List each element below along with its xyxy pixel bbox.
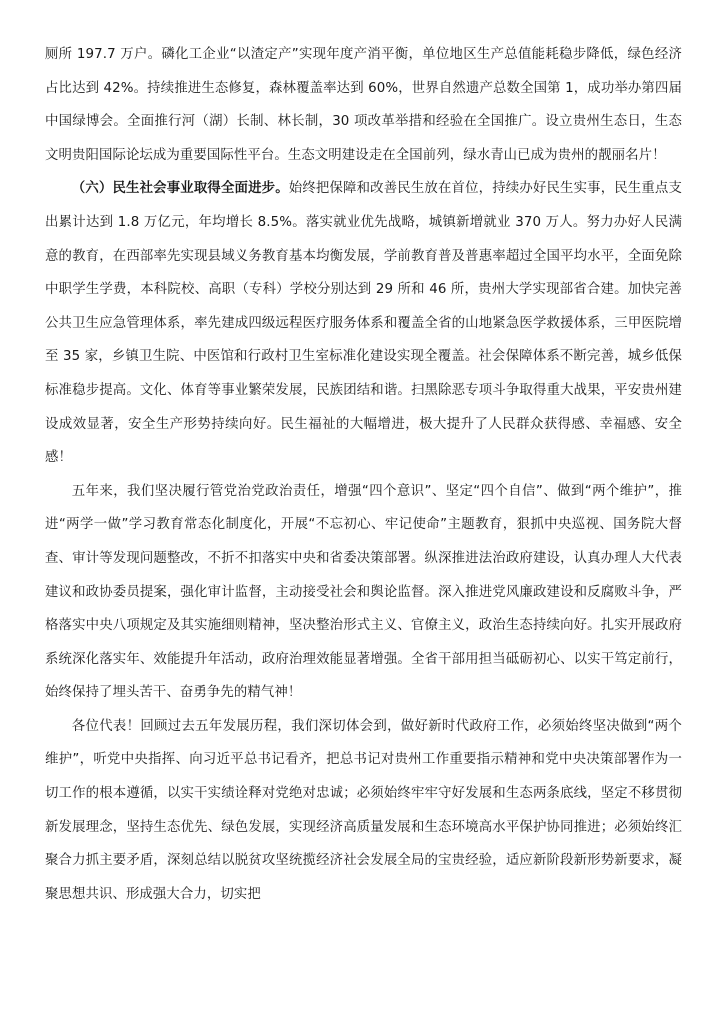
paragraph-text: 厕所 197.7 万户。磷化工企业“以渣定产”实现年度产消平衡，单位地区生产总值能耗稳步降低，绿色经济占比达到 42%。持续推进生态修复，森林覆盖率达到 60%，世界自然遗产总数全国第 1，成功举办第四届中国绿博会。全面推行河（湖）长制、林长制，30 项改革举措和经验在全国推广。设立贵州生态日，生态文明贵阳国际论坛成为重要国际性平台。生态文明建设走在全国前列，绿水青山已成为贵州的靓丽名片！: [45, 47, 682, 163]
paragraph-text: 各位代表！回顾过去五年发展历程，我们深切体会到，做好新时代政府工作，必须始终坚决做到“两个维护”，听党中央指挥、向习近平总书记看齐，把总书记对贵州工作重要指示精神和党中央决策部署作为一切工作的根本遵循，以实干实绩诠释对党绝对忠诚；必须始终牢牢守好发展和生态两条底线，坚定不移贯彻新发展理念，坚持生态优先、绿色发展，实现经济高质量发展和生态环境高水平保护协同推进；必须始终汇聚合力抓主要矛盾，深刻总结以脱贫攻坚统揽经济社会发展全局的宝贵经验，适应新阶段新形势新要求，凝聚思想共识、形成强大合力，切实把: [45, 718, 682, 902]
section-heading: （六）民生社会事业取得全面进步。: [71, 181, 289, 197]
paragraph-text: 始终把保障和改善民生放在首位，持续办好民生实事，民生重点支出累计达到 1.8 万亿元，年均增长 8.5%。落实就业优先战略，城镇新增就业 370 万人。努力办好人民满意的教育，在西部率先实现县域义务教育基本均衡发展，学前教育普及普惠率超过全国平均水平，全面免除中职学生学费，本科院校、高职（专科）学校分别达到 29 所和 46 所，贵州大学实现部省合建。加快完善公共卫生应急管理体系，率先建成四级远程医疗服务体系和覆盖全省的山地紧急医学救援体系，三甲医院增至 35 家，乡镇卫生院、中医馆和行政村卫生室标准化建设实现全覆盖。社会保障体系不断完善，城乡低保标准稳步提高。文化、体育等事业繁荣发展，民族团结和谐。扫黑除恶专项斗争取得重大战果，平安贵州建设成效显著，安全生产形势持续向好。民生福祉的大幅增进，极大提升了人民群众获得感、幸福感、安全感！: [45, 181, 682, 466]
paragraph-livelihood: [45, 172, 682, 474]
paragraph-party-governance: [45, 475, 682, 710]
paragraph-review-experience: [45, 710, 682, 912]
paragraph-ecology-continued: [45, 38, 682, 172]
paragraph-text: 五年来，我们坚决履行管党治党政治责任，增强“四个意识”、坚定“四个自信”、做到“两个维护”，推进“两学一做”学习教育常态化制度化，开展“不忘初心、牢记使命”主题教育，狠抓中央巡视、国务院大督查、审计等发现问题整改，不折不扣落实中央和省委决策部署。纵深推进法治政府建设，认真办理人大代表建议和政协委员提案，强化审计监督，主动接受社会和舆论监督。深入推进党风廉政建设和反腐败斗争，严格落实中央八项规定及其实施细则精神，坚决整治形式主义、官僚主义，政治生态持续向好。扎实开展政府系统深化落实年、效能提升年活动，政府治理效能显著增强。全省干部用担当砥砺初心、以实干笃定前行，始终保持了埋头苦干、奋勇争先的精气神！: [45, 483, 682, 701]
